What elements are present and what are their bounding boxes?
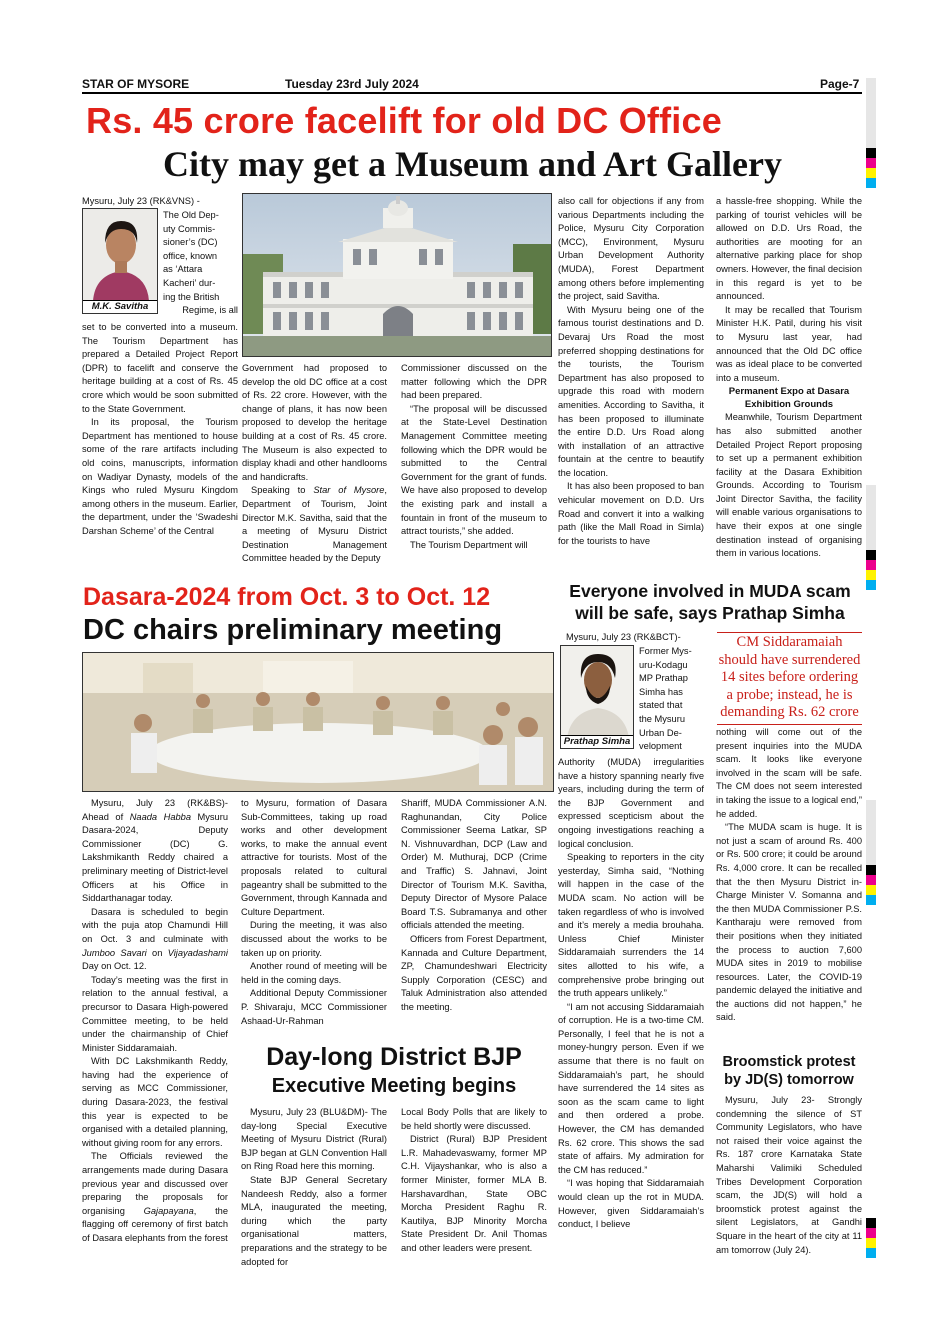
wrap-line: Urban De- <box>639 727 682 738</box>
paragraph: State BJP General Secretary Nandeesh Reddy, also a former MLA, inaugurated the meeting, during which the party organisational matters, preparations and the strategy to be adopted for <box>241 1174 387 1267</box>
gray-strip <box>866 485 876 550</box>
lead-column-4 <box>558 195 704 575</box>
paragraph: nothing will come out of the present inquiries into the MUDA scam. It looks like everyone involved in the scam will be safe. The CM does not seem interested in taking the issue to a logical end,” he added. <box>716 727 862 819</box>
paragraph: The Tourism Department will <box>410 539 528 550</box>
bjp-headline-1: Day-long District BJP <box>266 1043 522 1071</box>
wrap-line: Simha has <box>639 686 683 697</box>
wrap-line: uty Commis- <box>163 223 216 234</box>
wrap-line: stated that <box>639 700 683 711</box>
publication-name: Star of Mysore <box>313 485 385 496</box>
registration-yellow <box>866 885 876 895</box>
text-run: The Officials reviewed the arrangements made during Dasara previous year and discussed over preparing the proposals for organising <box>82 1151 228 1216</box>
registration-magenta <box>866 875 876 885</box>
paragraph: Commissioner discussed on the matter following which the DPR had been prepared. <box>401 363 547 401</box>
paragraph: Officers from Forest Department, Kannada and Culture Department, ZP, Chamundeshwari Electricity Supply Corporation (CESC) and Taluk Administration also attended the meeting. <box>401 933 547 1012</box>
dasara-headline: DC chairs preliminary meeting <box>83 614 503 646</box>
paragraph: also call for objections if any from various Departments including the Police, Mysuru City Corporation (MCC), Environment, Mysuru Urban Development Authority (MUDA), Forest Department among others before implementing the project, said Savitha. <box>558 196 704 302</box>
wrap-line: The Old Dep- <box>163 210 219 220</box>
wrap-line: uru-Kodagu <box>639 659 688 670</box>
paragraph: Speaking to reporters in the city yesterday, Simha said, “Nothing will happen in the case of the MUDA scam. No action will be taken regardless of who is involved and it’s merely a media brouhaha. Unless Chief Minister Siddaramaiah surrenders the 14 sites allotted to his wife, a comprehensive probe bringing out the truth appears unlikely.” <box>558 852 704 999</box>
page-number: Page-7 <box>820 77 860 91</box>
lead-column-3 <box>401 362 547 575</box>
dateline: Mysuru, July 23 (RK&BCT)- <box>566 632 681 642</box>
pull-quote-text: CM Siddaramaiah should have surrendered 14 sites before ordering a probe; instead, he is demanding Rs. 62 crore <box>718 634 861 720</box>
wrap-line: sioner’s (DC) <box>163 237 218 248</box>
paragraph: “The MUDA scam is huge. It is not just a scam of around Rs. 400 or Rs. 500 crore; it could be around Rs. 4,000 crore. It can be recalled that the then Mysuru District in-Charge Minister V. Somanna and the then MUDA Commissioner P.S. Kantharaju were removed from their positions when they initiated the process to auction 7,600 MUDA sites in 2019 to mobilise resources. Later, the COVID-19 pandemic delayed the initiative and the auctions did not happen,” he said. <box>716 822 862 1023</box>
registration-yellow <box>866 570 876 580</box>
paragraph: “The proposal will be discussed at the State-Level Destination Management Committee meeting following which the DPR would be submitted to the Central Government for the grant of funds. We have also proposed to develop the existing park and install a fountain in front of the museum to attract tourists,” she added. <box>401 403 547 537</box>
portrait-illustration <box>561 646 634 738</box>
broom-headline: Broomstick protest by JD(S) tomorrow <box>722 1054 856 1088</box>
registration-magenta <box>866 560 876 570</box>
paragraph: “I was hoping that Siddaramaiah would clean up the rot in MUDA. However, given Siddaramaiah’s conduct, I believe <box>558 1178 704 1230</box>
wrap-line: ing the British <box>163 291 220 302</box>
lead-subheadline: City may get a Museum and Art Gallery <box>163 144 782 184</box>
dateline: Mysuru, July 23 (RK&VNS) - <box>82 196 200 206</box>
pull-quote <box>717 632 862 725</box>
paragraph: Another round of meeting will be held in the coming days. <box>241 961 387 985</box>
wrap-line: office, known <box>163 250 218 261</box>
text-run: on <box>146 947 168 958</box>
simha-portrait <box>560 645 634 749</box>
registration-yellow <box>866 1238 876 1248</box>
text-run: , the flagging off ceremony of first batch of Dasara elephants from the forest <box>82 1205 228 1243</box>
section-subhead: Permanent Expo at Dasara Exhibition Grounds <box>728 386 850 411</box>
text-run: Mysuru, July 23 (RK&BS)- Ahead of <box>82 798 228 822</box>
paragraph: District (Rural) BJP President L.R. Mahadevaswamy, former MP C.H. Vijayshankar, who is also a former Minister, former MLA B. Harshavardhan, State OBC Morcha President Raghu R. Kautilya, BJP Minority Morcha State President Dr. Anil Thomas and other leaders were present. <box>401 1134 547 1253</box>
issue-date: Tuesday 23rd July 2024 <box>285 77 419 91</box>
paragraph: During the meeting, it was also discussed about the works to be taken up on priority. <box>241 920 387 958</box>
lead-headline: Rs. 45 crore facelift for old DC Office <box>86 100 722 141</box>
lead-column-2 <box>242 362 387 575</box>
dasara-kicker: Dasara-2024 from Oct. 3 to Oct. 12 <box>83 583 491 611</box>
broom-column <box>716 1094 862 1270</box>
paragraph: a hassle-free shopping. While the parking of tourist vehicles will be allowed on D.D. Urs Road, the authorities are mooting for an alternative parking place for shop owners. However, the final decision in this regard is yet to be announced. <box>716 196 862 302</box>
wrap-line: MP Prathap <box>639 673 688 684</box>
paragraph: “I am not accusing Siddaramaiah of corruption. He is a two-time CM. Personally, I feel that he is not a money-hungry person. Even if we assume that there is no fault on Siddaramaiah’s part, he should have surrendered the 14 sites as soon as the scam came to light and then ordered a probe. However, the CM has demanded Rs. 62 crore. This shows the sad state of affairs. My admiration for the CM has reduced.” <box>558 1001 704 1175</box>
gray-strip <box>866 78 876 148</box>
savitha-portrait <box>82 208 158 314</box>
emphasis: Gajapayana <box>143 1205 194 1216</box>
dasara-column-3 <box>401 797 547 1037</box>
registration-cyan <box>866 580 876 590</box>
paragraph: Meanwhile, Tourism Department has also submitted another Detailed Project Report proposing to set up a permanent exhibition facility at the Dasara Exhibition Grounds. According to Tourism Joint Director Savitha, the facility will enable various organisations to have their expos at one single destination instead of organising them in various locations. <box>716 412 862 559</box>
muda-column-1 <box>558 756 704 1270</box>
lead-column-5 <box>716 195 862 575</box>
bjp-column-2 <box>401 1106 547 1270</box>
emphasis: Vijayadashami <box>167 947 228 958</box>
emphasis: Naada Habba <box>129 811 191 822</box>
wrap-text <box>639 645 704 757</box>
wrap-line: the Mysuru <box>639 713 685 724</box>
paragraph: Today’s meeting was the first in relation to the annual festival, a precursor to Dasara High-powered Committee meeting, to be held under the chairmanship of Chief Minister Siddaramaiah. <box>82 974 228 1053</box>
paper-name: STAR OF MYSORE <box>82 77 190 91</box>
dasara-column-1 <box>82 797 228 1270</box>
registration-magenta <box>866 1228 876 1238</box>
paragraph: Additional Deputy Commissioner P. Shivaraju, MCC Commissioner Ashaad-Ur-Rahman <box>241 988 387 1026</box>
gray-strip <box>866 800 876 865</box>
paragraph: set to be converted into a museum. The Tourism Department has prepared a Detailed Project Report (DPR) to facelift and conserve the heritage building at a cost of Rs. 45 crore which would be soon submitted to the State Government. <box>82 322 238 414</box>
paragraph: Local Body Polls that are likely to be held shortly were discussed. <box>401 1107 547 1131</box>
bjp-column-1 <box>241 1106 387 1270</box>
text-run: Speaking to <box>251 485 314 496</box>
paragraph: It has also been proposed to ban vehicular movement on D.D. Urs Road and convert it into a walking path (like the Mall Road in Simla) for the tourists to have <box>558 481 704 546</box>
portrait-illustration <box>83 209 158 301</box>
emphasis: Jumboo Savari <box>82 947 147 958</box>
text-run: Mysuru Dasara-2024, Deputy Commissioner (DC) G. Lakshmikanth Reddy chaired a preliminary meeting of District-level Officers at his Office in Siddarthanagar today. <box>82 811 228 904</box>
paragraph: In its proposal, the Tourism Department has mentioned to house some of the rare artifacts including old coins, manuscripts, information on Wadiyar Dynasty, models of the Kings who ruled Mysuru Kingdom among others in the museum. Earlier, the department, under the ‘Swadeshi Darshan Scheme’ of the Central <box>82 417 238 536</box>
paragraph: Mysuru, July 23 (BLU&DM)- The day-long Special Executive Meeting of Mysuru District (Rural) BJP began at GLN Convention Hall on Ring Road here this morning. <box>241 1107 387 1172</box>
paragraph: Government had proposed to develop the old DC office at a cost of Rs. 22 crore. However, with the change of plans, it has now been proposed to develop the heritage building at a cost of Rs. 45 crore. The Museum is also expected to display khadi and other handlooms and handicrafts. <box>242 363 387 482</box>
wrap-line: Kacheri’ dur- <box>163 277 216 288</box>
portrait-caption: Prathap Simha <box>561 735 633 748</box>
text-run: , Department of Tourism, Joint Director M.K. Savitha, said that the a meeting of Mysuru District Destination Management Committee headed by the Deputy <box>242 485 387 564</box>
portrait-caption: M.K. Savitha <box>83 300 157 313</box>
registration-black <box>866 865 876 875</box>
building-illustration <box>243 194 552 357</box>
dc-office-photo <box>242 193 552 357</box>
muda-column-2 <box>716 726 862 1048</box>
text-run: Day on Oct. 12. <box>82 961 147 972</box>
text-run: Dasara is scheduled to begin with the puja atop Chamundi Hill on Oct. 3 and culminate with <box>82 906 228 944</box>
bjp-headline-2: Executive Meeting begins <box>271 1075 517 1097</box>
paragraph: to Mysuru, formation of Dasara Sub-Committees, taking up road works and other development works, to make the annual event attractive for tourists. Most of the proposals related to cultural pageantry shall be submitted to the Government, through Kannada and Culture Department. <box>241 798 387 917</box>
wrap-line: as ‘Attara <box>163 264 203 275</box>
muda-headline: Everyone involved in MUDA scam will be safe, says Prathap Simha <box>569 581 851 623</box>
lead-column-1 <box>82 321 238 575</box>
registration-cyan <box>866 1248 876 1258</box>
wrap-line: Former Mys- <box>639 646 692 656</box>
masthead-rule <box>82 92 862 94</box>
dasara-column-2 <box>241 797 387 1037</box>
paragraph: Shariff, MUDA Commissioner A.N. Raghunandan, City Police Commissioner Seema Latkar, SP N. Vishnuvardhan, DCP (Law and Order) M. Muthuraj, DCP (Crime and Traffic) S. Jahnavi, Joint Director of Tourism M.K. Savitha, Deputy Director of Mysore Palace Board T.S. Subramanya and other officials attended the meeting. <box>401 798 547 931</box>
wrap-line: Regime, is all <box>182 305 238 316</box>
paragraph: With DC Lakshmikanth Reddy, having had the experience of serving as MCC Commissioner, during Dasara-2023, the festival this year is expected to be organised with a detailed planning, without giving room for any errors. <box>82 1056 228 1148</box>
meeting-illustration <box>83 653 554 792</box>
paragraph: Mysuru, July 23- Strongly condemning the silence of ST Community Legislators, who have not raised their voice against the Rs. 187 crore Karnataka State Maharshi Valimiki Scheduled Tribes Development Corporation scam, the JD(S) will hold a broomstick protest against the silent Legislators, at Gandhi Square in the heart of the city at 11 am tomorrow (July 24). <box>716 1095 862 1255</box>
wrap-text <box>163 209 238 321</box>
paragraph: It may be recalled that Tourism Minister H.K. Patil, during his visit to Mysuru last year, had announced that the Old DC office was as ideal place to be converted into a museum. <box>716 304 862 383</box>
paragraph: Authority (MUDA) irregularities have a history spanning nearly five years, including during the term of the BJP Government and expressed scepticism about the ongoing investigations reaching a logical conclusion. <box>558 757 704 849</box>
paragraph: With Mysuru being one of the famous tourist destinations and D. Devaraj Urs Road the most preferred shopping destinations for the tourists, the Tourism Department has also proposed to upgrade this road with modern amenities. According to Savitha, it has been proposed to illuminate the entire D.D. Urs Road along with installation of an attractive fountain at the centre to beautify the location. <box>558 304 704 478</box>
registration-cyan <box>866 895 876 905</box>
meeting-photo <box>82 652 554 792</box>
registration-black <box>866 1218 876 1228</box>
registration-black <box>866 550 876 560</box>
wrap-line: velopment <box>639 741 682 752</box>
